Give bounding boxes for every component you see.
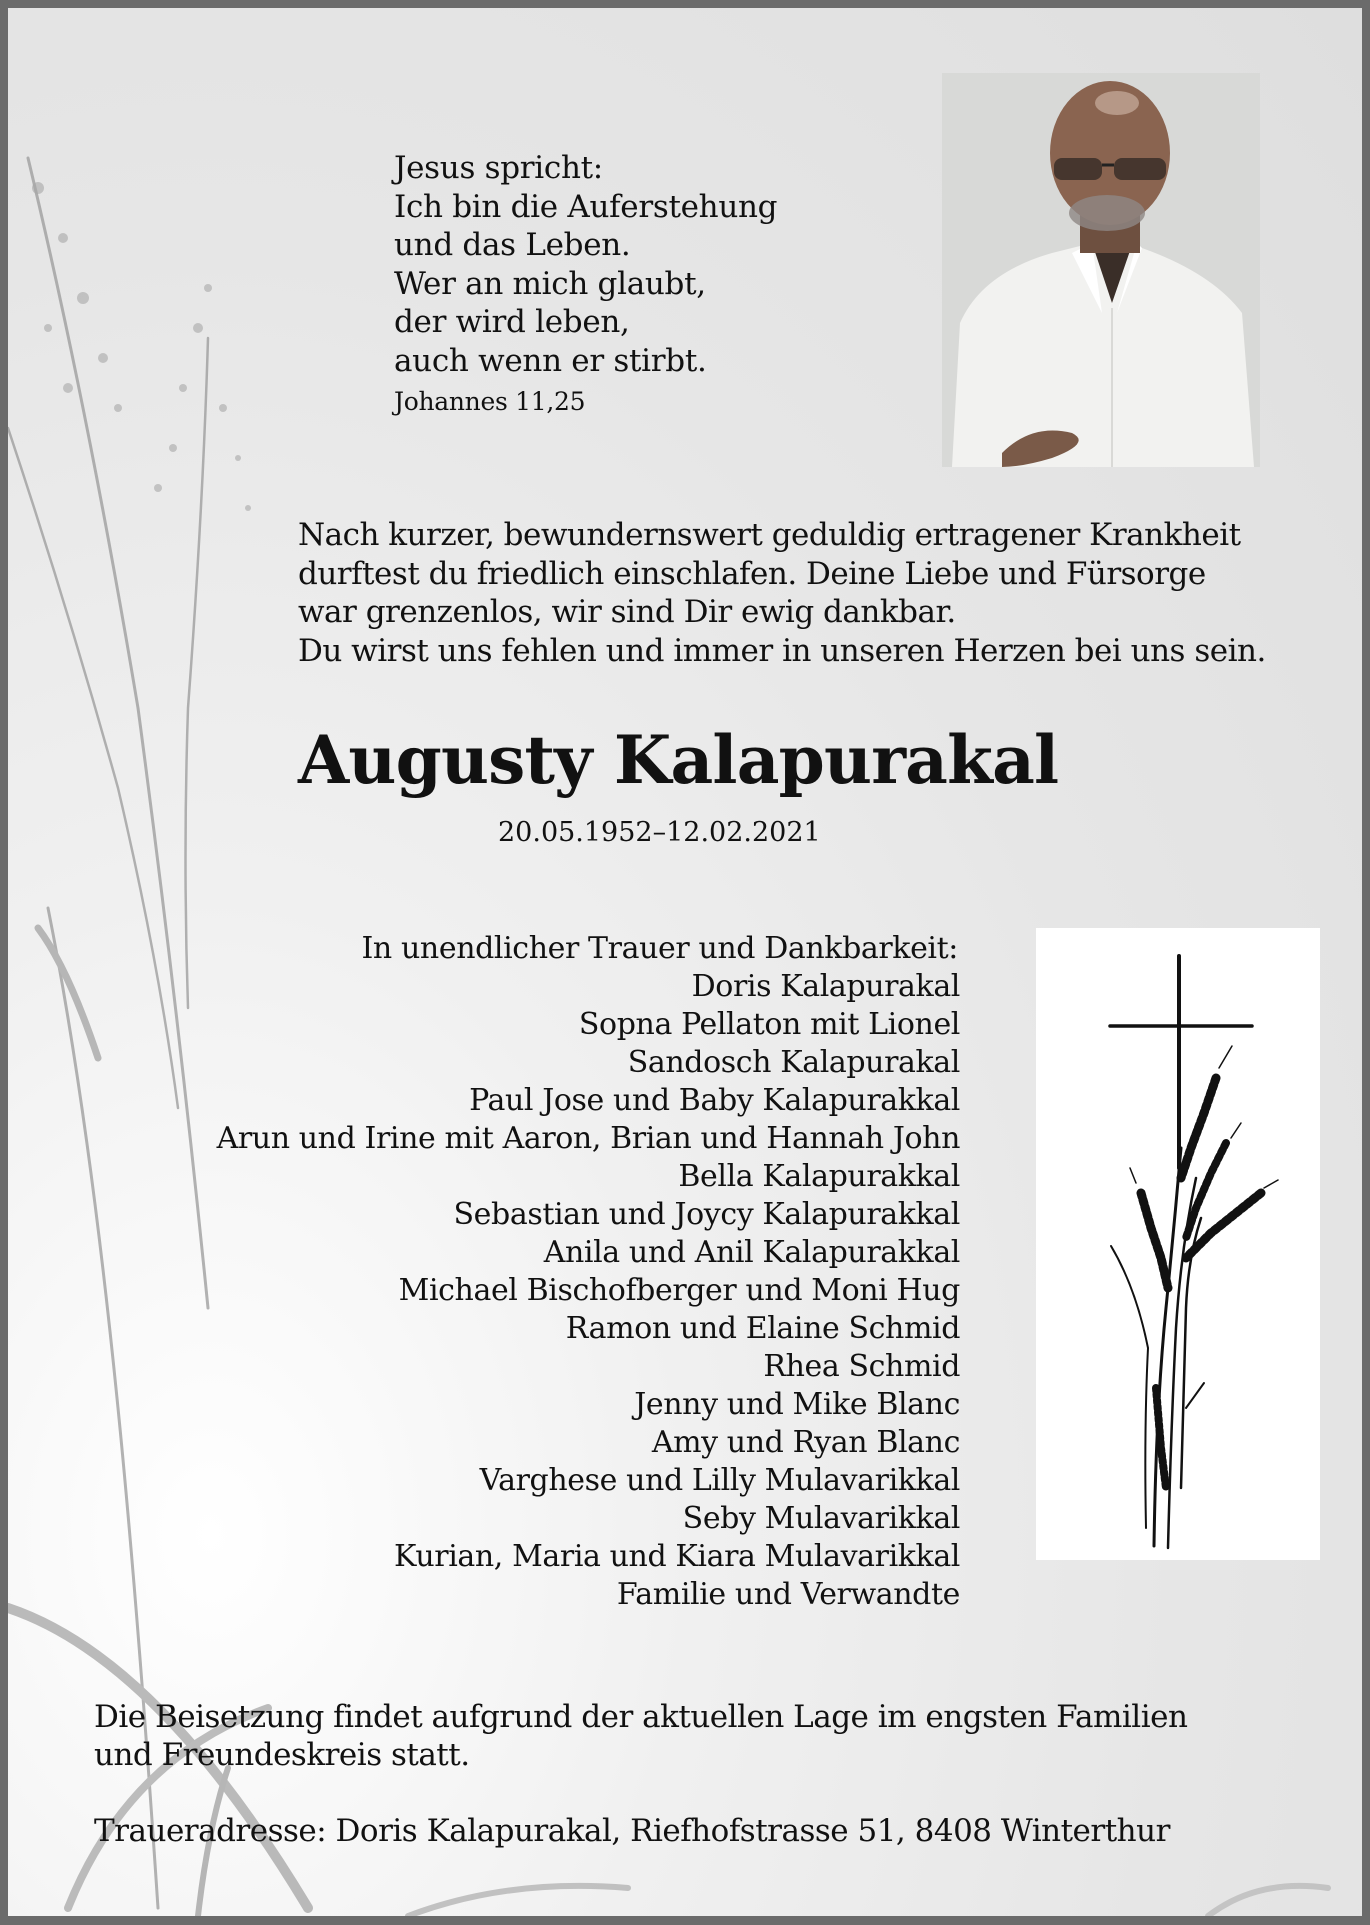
note-line: und Freundeskreis statt. bbox=[94, 1737, 470, 1773]
mourner-name: Sandosch Kalapurakal bbox=[627, 1045, 960, 1080]
mourner-name: Jenny und Mike Blanc bbox=[634, 1387, 960, 1422]
mourner-name: Michael Bischofberger und Moni Hug bbox=[398, 1273, 960, 1308]
mourner-name: Amy und Ryan Blanc bbox=[651, 1425, 960, 1460]
portrait-photo bbox=[942, 73, 1260, 467]
intro-line: Nach kurzer, bewundernswert geduldig ertragener Krankheit bbox=[298, 517, 1241, 553]
verse-line: der wird leben, bbox=[394, 304, 630, 340]
verse-line: Jesus spricht: bbox=[394, 150, 603, 186]
mourner-name: Sopna Pellaton mit Lionel bbox=[578, 1007, 960, 1042]
intro-line: war grenzenlos, wir sind Dir ewig dankbar. bbox=[298, 594, 956, 630]
intro-line: Du wirst uns fehlen und immer in unseren Herzen bei uns sein. bbox=[298, 632, 1266, 669]
mourners-heading: In unendlicher Trauer und Dankbarkeit: bbox=[361, 931, 958, 966]
verse-line: und das Leben. bbox=[394, 227, 631, 263]
mourner-name: Rhea Schmid bbox=[763, 1349, 960, 1384]
mourner-name: Sebastian und Joycy Kalapurakkal bbox=[453, 1197, 960, 1232]
mourner-name: Doris Kalapurakal bbox=[691, 969, 960, 1004]
intro-line: durftest du friedlich einschlafen. Deine Liebe und Fürsorge bbox=[298, 555, 1206, 592]
mourner-name: Anila und Anil Kalapurakkal bbox=[543, 1235, 960, 1270]
intro-text bbox=[298, 516, 1358, 670]
obituary-page bbox=[8, 8, 1362, 1916]
mourner-name: Bella Kalapurakkal bbox=[678, 1159, 960, 1194]
mourner-name: Arun und Irine mit Aaron, Brian und Hannah John bbox=[216, 1121, 960, 1156]
mourner-name: Varghese und Lilly Mulavarikkal bbox=[479, 1463, 960, 1498]
mourners-list bbox=[217, 930, 960, 1614]
cross-with-wheat-icon bbox=[1036, 928, 1320, 1560]
mourner-name: Ramon und Elaine Schmid bbox=[565, 1311, 960, 1346]
mourner-name: Paul Jose und Baby Kalapurakkal bbox=[469, 1083, 960, 1118]
verse-line: Ich bin die Auferstehung bbox=[394, 188, 778, 225]
portrait-icon bbox=[942, 73, 1260, 467]
mourner-name: Kurian, Maria und Kiara Mulavarikkal bbox=[393, 1539, 960, 1574]
life-dates: 20.05.1952–12.02.2021 bbox=[498, 817, 821, 848]
verse-reference: Johannes 11,25 bbox=[394, 387, 586, 416]
verse-line: Wer an mich glaubt, bbox=[394, 265, 706, 302]
bible-verse bbox=[394, 149, 777, 424]
note-line: Die Beisetzung findet aufgrund der aktuellen Lage im engsten Familien bbox=[94, 1699, 1188, 1735]
mourner-name: Seby Mulavarikkal bbox=[682, 1501, 960, 1536]
verse-line: auch wenn er stirbt. bbox=[394, 342, 707, 379]
cross-symbol bbox=[1036, 928, 1320, 1560]
mourner-name: Familie und Verwandte bbox=[616, 1577, 960, 1612]
deceased-name: Augusty Kalapurakal bbox=[298, 721, 1059, 799]
funeral-note bbox=[94, 1698, 1334, 1774]
mourning-address: Traueradresse: Doris Kalapurakal, Riefhofstrasse 51, 8408 Winterthur bbox=[94, 1813, 1170, 1849]
